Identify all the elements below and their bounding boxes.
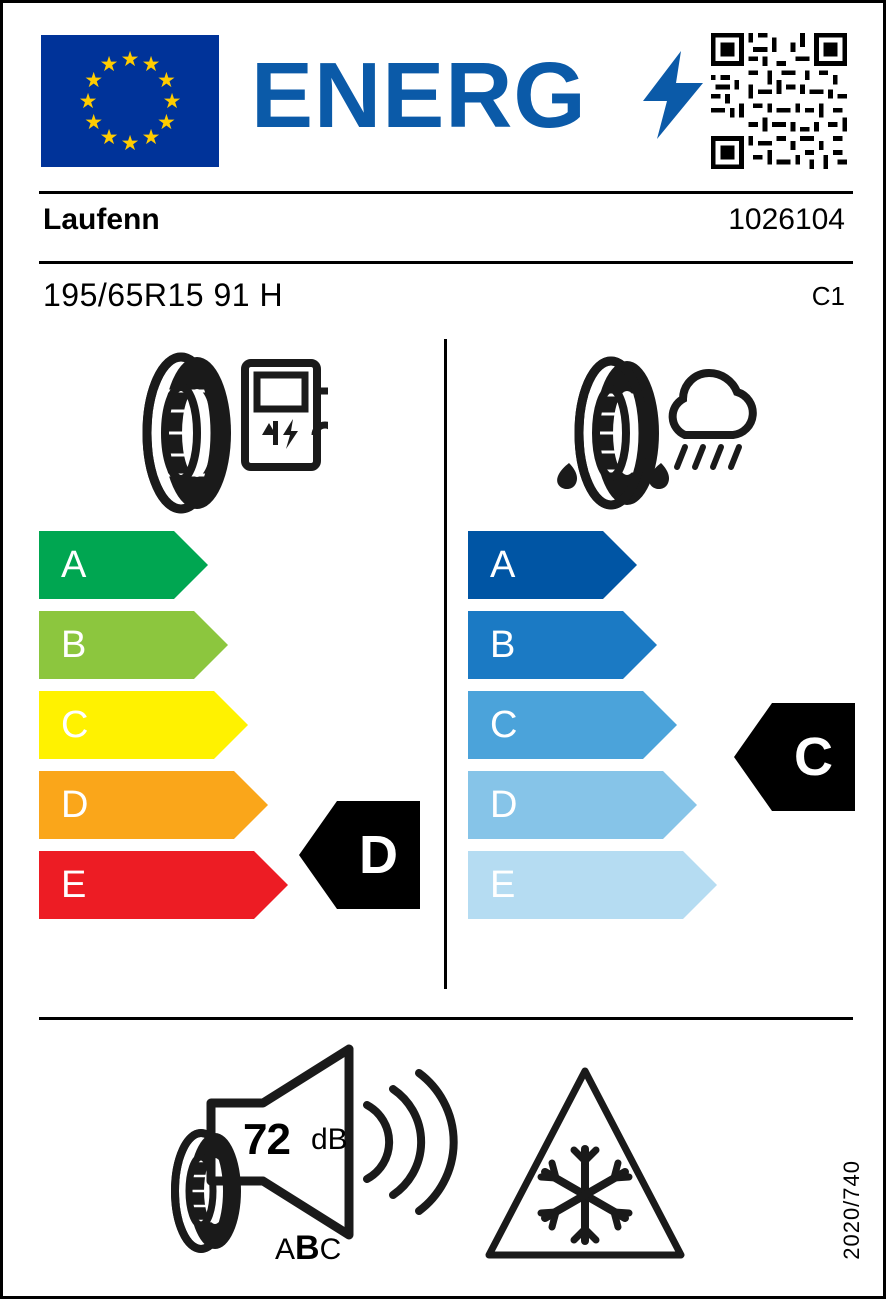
product-code: 1026104: [728, 203, 845, 236]
fuel-grade-arrow-icon: [174, 531, 208, 599]
fuel-grade-row: [39, 531, 288, 599]
vertical-divider: [444, 339, 447, 989]
wet-grade-arrow-icon: [623, 611, 657, 679]
wet-grade-letter: B: [468, 611, 623, 679]
wet-grade-row: [468, 771, 717, 839]
eu-star-icon: ★: [156, 68, 176, 92]
wet-grip-grade-scale: [468, 531, 717, 931]
eu-star-icon: ★: [141, 125, 161, 149]
eu-star-icon: ★: [156, 110, 176, 134]
fuel-pump-icon: [245, 363, 328, 467]
wet-grip-pictogram: [533, 351, 793, 516]
noise-unit: dB: [311, 1123, 348, 1156]
fuel-efficiency-pictogram: [123, 351, 328, 516]
fuel-grade-letter: A: [39, 531, 174, 599]
eu-star-icon: ★: [120, 47, 140, 71]
fuel-grade-row: [39, 851, 288, 919]
fuel-grade-arrow-icon: [194, 611, 228, 679]
noise-class-b: B: [295, 1229, 320, 1267]
fuel-result-marker: [299, 801, 420, 909]
marker-arrow-icon: [734, 703, 772, 811]
tyre-icon: [147, 357, 231, 509]
tyre-size: 195/65R15 91 H: [43, 277, 284, 313]
eu-star-icon: ★: [120, 131, 140, 155]
fuel-grade-row: [39, 771, 288, 839]
divider-2: [39, 261, 853, 264]
eu-star-icon: ★: [84, 68, 104, 92]
fuel-grade-arrow-icon: [234, 771, 268, 839]
label-header: [3, 3, 883, 181]
regulation-reference: 2020/740: [839, 1160, 864, 1260]
eu-star-icon: ★: [84, 110, 104, 134]
fuel-grade-row: [39, 611, 288, 679]
fuel-grade-letter: D: [39, 771, 234, 839]
eu-star-icon: ★: [78, 89, 98, 113]
eu-star-icon: ★: [99, 125, 119, 149]
marker-arrow-icon: [299, 801, 337, 909]
noise-section: [153, 1043, 483, 1273]
fuel-grade-letter: E: [39, 851, 254, 919]
noise-class-a: A: [275, 1233, 296, 1266]
wet-grade-arrow-icon: [683, 851, 717, 919]
wet-grade-row: [468, 611, 717, 679]
fuel-grade-arrow-icon: [214, 691, 248, 759]
fuel-grade-scale: [39, 531, 288, 931]
sound-waves-icon: [367, 1073, 454, 1211]
tyre-class: C1: [811, 281, 845, 311]
3pmsf-snowflake-icon: [485, 1063, 685, 1263]
qr-code-icon: [711, 33, 847, 169]
wet-grade-row: [468, 531, 717, 599]
eu-flag-icon: [41, 35, 219, 167]
divider-3: [39, 1017, 853, 1020]
wet-grade-letter: C: [468, 691, 643, 759]
lightning-bolt-icon: [643, 51, 703, 139]
wet-grade-letter: A: [468, 531, 603, 599]
eu-star-icon: ★: [162, 89, 182, 113]
noise-class-c: C: [319, 1233, 342, 1266]
eu-star-icon: ★: [99, 53, 119, 77]
noise-value: 72: [243, 1115, 290, 1164]
noise-class-scale: [275, 1229, 341, 1268]
brand-name: Laufenn: [43, 203, 160, 236]
wet-grade-arrow-icon: [603, 531, 637, 599]
fuel-grade-letter: B: [39, 611, 194, 679]
tyre-icon: [579, 361, 659, 505]
wet-grade-row: [468, 691, 717, 759]
snow-grip-section: [485, 1063, 685, 1263]
fuel-grade-letter: C: [39, 691, 214, 759]
wet-grade-arrow-icon: [643, 691, 677, 759]
fuel-grade-row: [39, 691, 288, 759]
page-title: ENERG: [251, 43, 587, 147]
wet-grip-result-marker: [734, 703, 855, 811]
eu-star-icon: ★: [141, 53, 161, 77]
fuel-result-letter: D: [337, 801, 420, 909]
wet-grade-arrow-icon: [663, 771, 697, 839]
wet-grade-letter: D: [468, 771, 663, 839]
wet-grip-result-letter: C: [772, 703, 855, 811]
rain-cloud-icon: [673, 373, 753, 467]
fuel-grade-arrow-icon: [254, 851, 288, 919]
divider-1: [39, 191, 853, 194]
wet-grade-letter: E: [468, 851, 683, 919]
wet-grade-row: [468, 851, 717, 919]
